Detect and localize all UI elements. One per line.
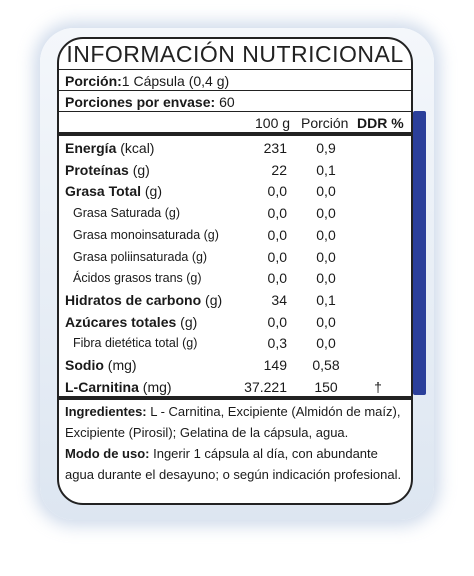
value-per-portion: 0,9	[316, 140, 336, 156]
value-per-portion: 0,0	[316, 313, 336, 330]
value-per-portion: 0,0	[316, 270, 336, 287]
divider	[59, 90, 411, 91]
value-per-100g: 0,0	[267, 183, 287, 200]
nutrient-row	[59, 289, 411, 311]
nutrient-row	[59, 159, 411, 181]
value-per-100g: 0,0	[267, 313, 287, 330]
value-ddr	[353, 137, 403, 159]
value-ddr	[353, 159, 403, 181]
value-per-portion: 0,58	[312, 357, 340, 373]
nutrient-name-bold: Grasa Total	[65, 183, 141, 200]
ingredients-line-1: L - Carnitina, Excipiente (Almidón de maíz),	[146, 404, 401, 419]
blue-accent-bar	[413, 111, 426, 395]
nutrient-name	[73, 224, 219, 246]
ingredients-block	[65, 401, 407, 443]
value-per-100g: 231	[263, 140, 287, 156]
nutrient-unit: (g)	[176, 313, 198, 330]
value-ddr	[353, 267, 403, 289]
nutrient-row	[59, 246, 411, 268]
value-per-portion: 0,0	[316, 226, 336, 243]
nutrient-name-bold: Hidratos de carbono	[65, 291, 202, 308]
nutrient-unit: (mg)	[138, 378, 172, 395]
usage-line-2: agua durante el desayuno; o según indicación profesional.	[65, 467, 402, 482]
label-title: INFORMACIÓN NUTRICIONAL	[59, 39, 411, 70]
nutrient-unit: Grasa Saturada (g)	[73, 206, 180, 221]
column-header-portion: Porción	[301, 115, 349, 131]
nutrient-unit: (kcal)	[116, 140, 155, 156]
nutrient-unit: Grasa monoinsaturada (g)	[73, 227, 219, 242]
value-ddr: †	[374, 378, 382, 395]
nutrient-row	[59, 376, 411, 398]
servings-value: 60	[219, 94, 235, 110]
nutrient-unit: Ácidos grasos trans (g)	[73, 271, 202, 286]
nutrient-row	[59, 311, 411, 333]
nutrient-name	[65, 311, 197, 333]
value-per-100g: 0,0	[267, 205, 287, 222]
nutrient-name	[73, 246, 207, 268]
nutrient-name-bold: Azúcares totales	[65, 313, 177, 330]
nutrient-unit: (g)	[128, 161, 150, 178]
value-per-portion: 0,0	[316, 248, 336, 265]
usage-block	[65, 443, 407, 485]
ingredients-line-2: Excipiente (Pirosil); Gelatina de la cápsula, agua.	[65, 425, 349, 440]
value-per-portion: 150	[314, 378, 338, 395]
value-per-portion: 0,0	[316, 183, 336, 200]
value-per-100g: 0,0	[267, 226, 287, 243]
value-per-100g: 34	[271, 291, 287, 308]
value-ddr	[353, 246, 403, 268]
nutrient-row	[59, 332, 411, 354]
nutrient-row	[59, 267, 411, 289]
value-per-100g: 0,0	[267, 270, 287, 287]
nutrient-unit: (g)	[201, 291, 223, 308]
ingredients-label: Ingredientes:	[65, 404, 147, 419]
nutrient-row	[59, 224, 411, 246]
nutrient-name	[73, 267, 202, 289]
value-ddr	[353, 311, 403, 333]
value-per-portion: 0,1	[316, 291, 336, 308]
value-per-100g: 0,0	[267, 248, 287, 265]
nutrient-name-bold: L-Carnitina	[65, 378, 139, 395]
nutrient-name	[65, 289, 222, 311]
nutrient-unit: (mg)	[103, 357, 137, 373]
nutrient-unit: Fibra dietética total (g)	[73, 336, 198, 351]
column-header-ddr: DDR %	[357, 115, 404, 131]
thick-divider	[59, 396, 411, 400]
nutrient-name-bold: Energía	[65, 140, 117, 156]
value-ddr	[353, 180, 403, 202]
portion-info	[65, 71, 229, 91]
nutrient-name	[65, 376, 172, 398]
nutrient-row	[59, 202, 411, 224]
value-ddr	[353, 289, 403, 311]
nutrient-row	[59, 137, 411, 159]
value-per-portion: 0,0	[316, 335, 336, 352]
value-per-portion: 0,1	[316, 161, 336, 178]
usage-label: Modo de uso:	[65, 446, 150, 461]
servings-info	[65, 92, 235, 112]
nutrient-name	[65, 159, 150, 181]
nutrient-name	[65, 354, 137, 376]
column-header-100g: 100 g	[255, 115, 291, 131]
nutrient-name	[73, 202, 180, 224]
value-ddr	[353, 224, 403, 246]
value-per-100g: 0,3	[267, 335, 287, 352]
usage-line-1: Ingerir 1 cápsula al día, con abundante	[149, 446, 378, 461]
nutrition-label	[57, 37, 413, 505]
servings-label: Porciones por envase:	[65, 94, 216, 110]
value-ddr	[353, 354, 403, 376]
nutrient-name-bold: Proteínas	[65, 161, 129, 178]
value-per-100g: 22	[271, 161, 287, 178]
portion-value: 1 Cápsula (0,4 g)	[121, 73, 230, 89]
nutrient-unit: Grasa poliinsaturada (g)	[73, 249, 208, 264]
nutrient-row	[59, 354, 411, 376]
value-per-100g: 149	[263, 357, 287, 373]
nutrient-name	[73, 332, 197, 354]
value-ddr	[353, 202, 403, 224]
nutrient-row	[59, 180, 411, 202]
portion-label: Porción:	[65, 73, 122, 89]
thick-divider	[59, 132, 411, 136]
value-per-portion: 0,0	[316, 205, 336, 222]
value-ddr	[353, 332, 403, 354]
value-per-100g: 37.221	[244, 378, 287, 395]
nutrient-name-bold: Sodio	[65, 357, 104, 373]
nutrient-name	[65, 180, 162, 202]
nutrient-unit: (g)	[141, 183, 162, 200]
nutrient-name	[65, 137, 154, 159]
